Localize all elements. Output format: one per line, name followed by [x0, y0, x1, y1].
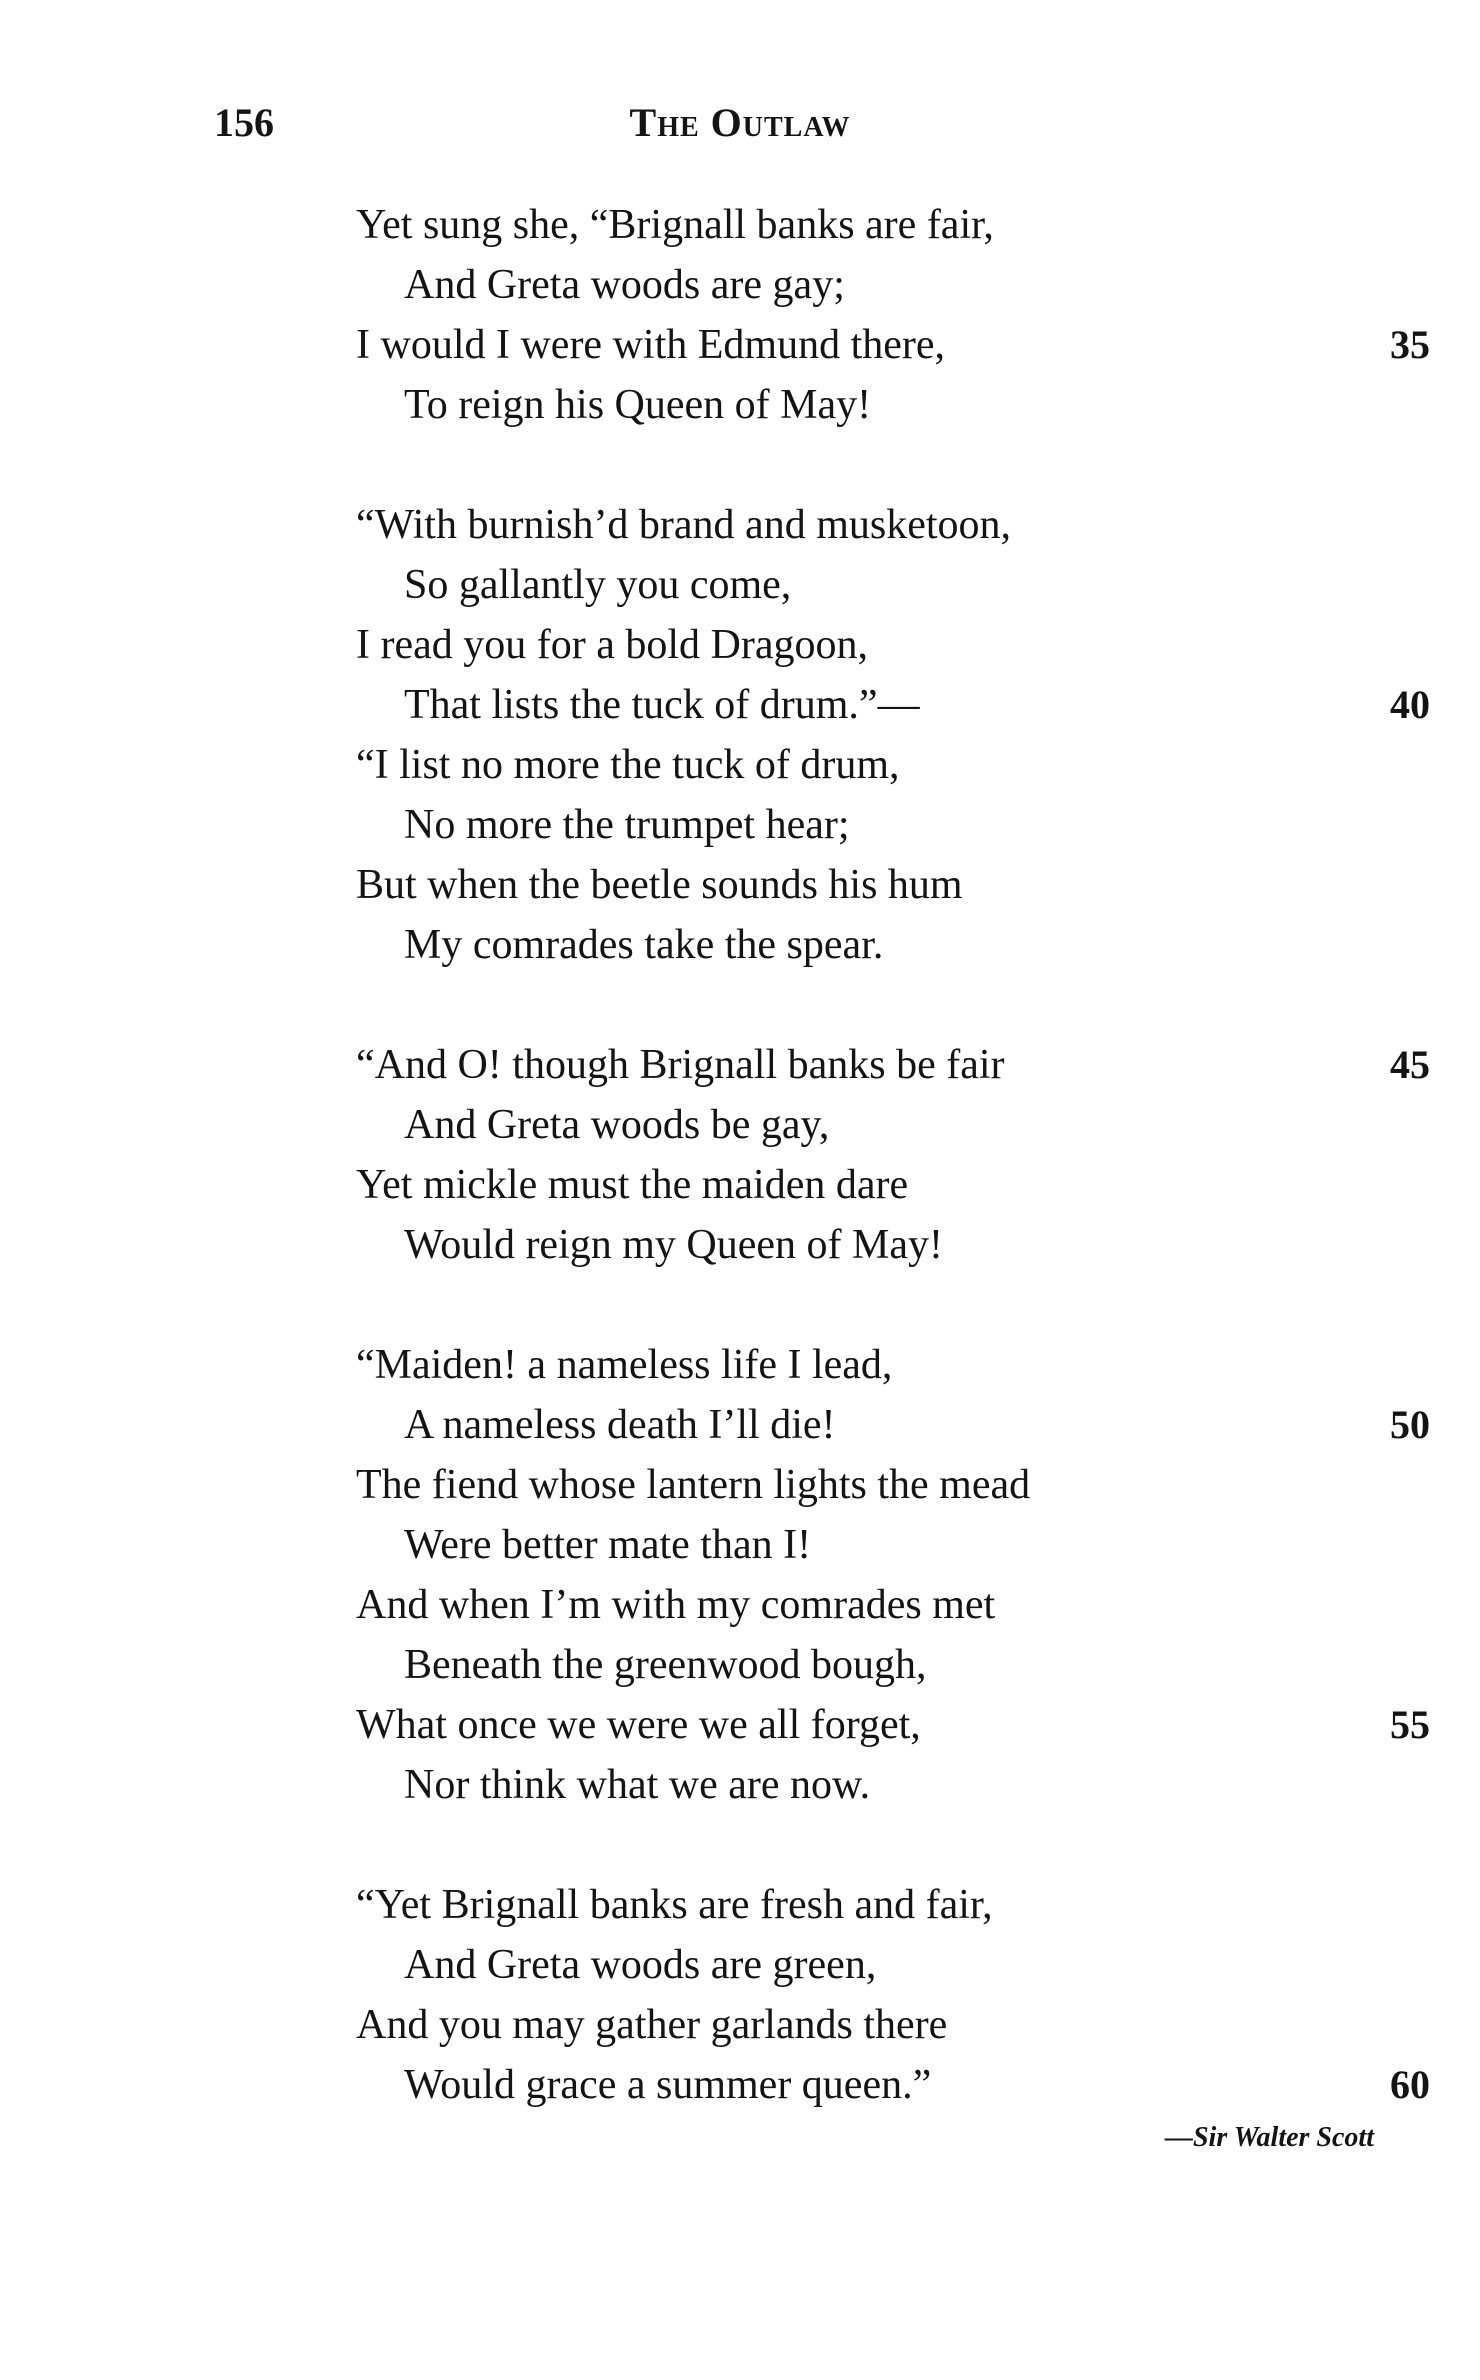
- verse-line: [356, 255, 1436, 315]
- stanza: [356, 1875, 1436, 2115]
- verse-line: [356, 315, 1436, 375]
- verse-line: [356, 615, 1436, 675]
- verse-line: [356, 1575, 1436, 1635]
- verse-line-text: Would reign my Queen of May!: [404, 1222, 943, 1268]
- verse-line-text: The fiend whose lantern lights the mead: [356, 1462, 1031, 1508]
- verse-line: [356, 1335, 1436, 1395]
- line-number: 35: [1390, 322, 1430, 367]
- verse-line-text: Were better mate than I!: [404, 1522, 812, 1568]
- verse-line: [356, 795, 1436, 855]
- running-title: The Outlaw: [629, 100, 851, 145]
- verse-line: [356, 1095, 1436, 1155]
- line-number: 50: [1390, 1402, 1430, 1447]
- stanza: [356, 1035, 1436, 1275]
- verse-line: [356, 555, 1436, 615]
- verse-line: [356, 1035, 1436, 1095]
- verse-line: [356, 735, 1436, 795]
- verse-line: [356, 1215, 1436, 1275]
- page-number: 156: [214, 100, 274, 145]
- verse-line-text: And when I’m with my comrades met: [356, 1582, 996, 1628]
- verse-line-text: What once we were we all forget,: [356, 1702, 921, 1748]
- verse-line: [356, 1995, 1436, 2055]
- verse-line-text: No more the trumpet hear;: [404, 802, 850, 848]
- verse-line: [356, 1695, 1436, 1755]
- line-number: 45: [1390, 1042, 1430, 1087]
- verse-line: [356, 855, 1436, 915]
- verse-line: [356, 675, 1436, 735]
- verse-line: [356, 1635, 1436, 1695]
- verse-line-text: Yet mickle must the maiden dare: [356, 1162, 909, 1208]
- verse-line-text: I would I were with Edmund there,: [356, 322, 946, 368]
- verse-line: [356, 1875, 1436, 1935]
- verse-line-text: Nor think what we are now.: [404, 1762, 871, 1808]
- verse-line-text: “With burnish’d brand and musketoon,: [356, 502, 1012, 548]
- verse-line-text: Would grace a summer queen.”: [404, 2062, 932, 2108]
- verse-line: [356, 375, 1436, 435]
- verse-line: [356, 1155, 1436, 1215]
- verse-line: [356, 915, 1436, 975]
- verse-line-text: Yet sung she, “Brignall banks are fair,: [356, 202, 994, 248]
- poem-body: [356, 195, 1436, 2175]
- verse-line-text: “Yet Brignall banks are fresh and fair,: [356, 1882, 993, 1928]
- stanza: [356, 1335, 1436, 1815]
- line-number: 55: [1390, 1702, 1430, 1747]
- verse-line-text: “I list no more the tuck of drum,: [356, 742, 900, 788]
- verse-line-text: “And O! though Brignall banks be fair: [356, 1042, 1005, 1088]
- verse-line-text: So gallantly you come,: [404, 562, 792, 608]
- verse-line: [356, 1455, 1436, 1515]
- verse-line: [356, 1755, 1436, 1815]
- stanza: [356, 195, 1436, 435]
- verse-line-text: To reign his Queen of May!: [404, 382, 872, 428]
- verse-line-text: That lists the tuck of drum.”—: [404, 682, 920, 728]
- author-attribution: —Sir Walter Scott: [1164, 2122, 1374, 2153]
- line-number: 40: [1390, 682, 1430, 727]
- line-number: 60: [1390, 2062, 1430, 2107]
- verse-line: [356, 1515, 1436, 1575]
- verse-line-text: A nameless death I’ll die!: [404, 1402, 836, 1448]
- verse-line-text: “Maiden! a nameless life I lead,: [356, 1342, 893, 1388]
- verse-line: [356, 195, 1436, 255]
- verse-line: [356, 1935, 1436, 1995]
- verse-line-text: And Greta woods are green,: [404, 1942, 877, 1988]
- verse-line-text: And Greta woods are gay;: [404, 262, 845, 308]
- verse-line-text: But when the beetle sounds his hum: [356, 862, 963, 908]
- verse-line: [356, 495, 1436, 555]
- verse-line-text: My comrades take the spear.: [404, 922, 884, 968]
- verse-line: [356, 1395, 1436, 1455]
- verse-line-text: Beneath the greenwood bough,: [404, 1642, 927, 1688]
- verse-line: [356, 2055, 1436, 2115]
- verse-line-text: I read you for a bold Dragoon,: [356, 622, 868, 668]
- verse-line-text: And you may gather garlands there: [356, 2002, 948, 2048]
- verse-line-text: And Greta woods be gay,: [404, 1102, 830, 1148]
- stanza: [356, 495, 1436, 975]
